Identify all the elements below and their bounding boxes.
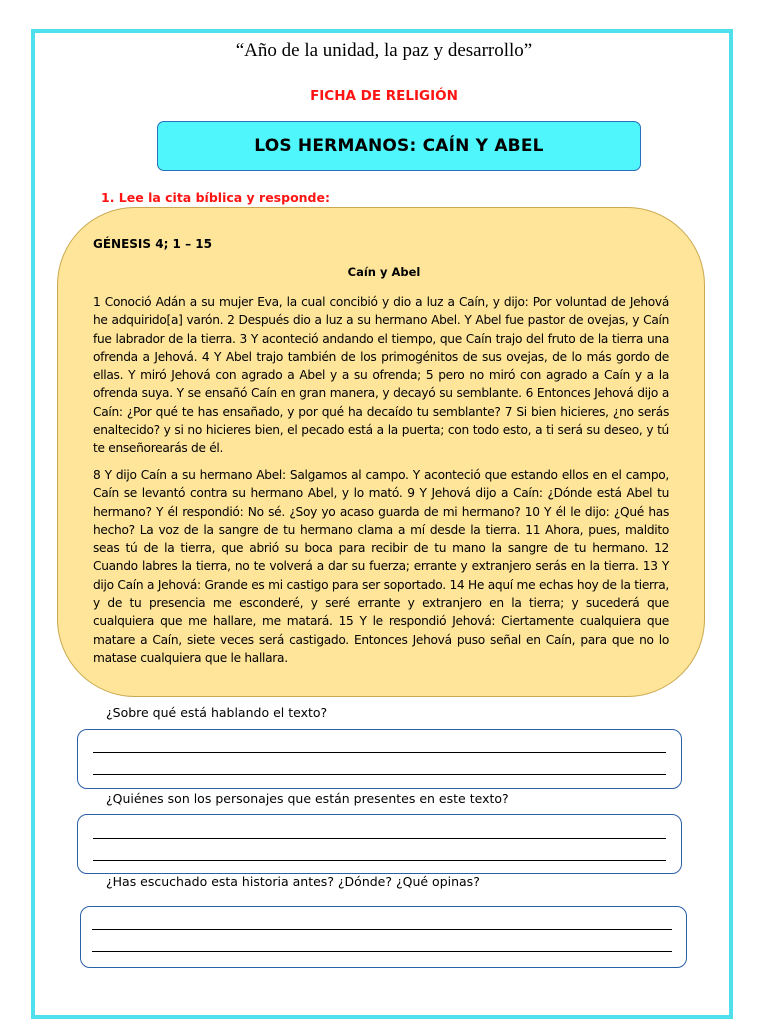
answer-line bbox=[93, 838, 666, 839]
worksheet-label: FICHA DE RELIGIÓN bbox=[310, 88, 458, 104]
scripture-paragraph: 8 Y dijo Caín a su hermano Abel: Salgamos al campo. Y aconteció que estando ellos en el campo, Caín se levantó contra su hermano Abel, y lo mató. 9 Y Jehová dijo a Caín: ¿Dónde está Abel tu hermano? Y él respondió: No sé. ¿Soy yo acaso guarda de mi hermano? 10 Y él le dijo: ¿Qué has hecho? La voz de la sangre de tu hermano clama a mí desde la tierra. 11 Ahora, pues, maldito seas tú de la tierra, que abrió su boca para recibir de tu mano la sangre de tu hermano. 12 Cuando labres la tierra, no te volverá a dar su fuerza; errante y extranjero serás en la tierra. 13 Y dijo Caín a Jehová: Grande es mi castigo para ser soportado. 14 He aquí me echas hoy de la tierra, y de tu presencia me esconderé, y seré errante y extranjero en la tierra; y sucederá que cualquiera que me hallare, me matará. 15 Y le respondió Jehová: Ciertamente cualquiera que matare a Caín, siete veces será castigado. Entonces Jehová puso señal en Caín, para que no lo matase cualquiera que le hallara. bbox=[93, 468, 669, 665]
title-banner bbox=[157, 121, 641, 171]
answer-box-2[interactable] bbox=[77, 814, 682, 874]
scripture-subtitle: Caín y Abel bbox=[347, 265, 421, 279]
question-2: ¿Quiénes son los personajes que están presentes en este texto? bbox=[106, 791, 509, 806]
instruction-heading: 1. Lee la cita bíblica y responde: bbox=[101, 190, 330, 205]
answer-line bbox=[92, 951, 672, 952]
answer-line bbox=[92, 929, 672, 930]
answer-box-3[interactable] bbox=[80, 906, 687, 968]
scripture-paragraph: 1 Conoció Adán a su mujer Eva, la cual concibió y dio a luz a Caín, y dijo: Por voluntad de Jehová he adquirido[a] varón. 2 Después dio a luz a su hermano Abel. Y Abel fue pastor de ovejas, y Caín fue labrador de la tierra. 3 Y aconteció andando el tiempo, que Caín trajo del fruto de la tierra una ofrenda a Jehová. 4 Y Abel trajo también de los primogénitos de sus ovejas, de lo más gordo de ellas. Y miró Jehová con agrado a Abel y a su ofrenda; 5 pero no miró con agrado a Caín y a la ofrenda suya. Y se ensañó Caín en gran manera, y decayó su semblante. 6 Entonces Jehová dijo a Caín: ¿Por qué te has ensañado, y por qué ha decaído tu semblante? 7 Si bien hicieres, ¿no serás enaltecido? y si no hicieres bien, el pecado está a la puerta; con todo esto, a ti será su deseo, y tú te enseñorearás de él. bbox=[93, 295, 669, 456]
question-1: ¿Sobre qué está hablando el texto? bbox=[106, 705, 328, 720]
answer-line bbox=[93, 774, 666, 775]
question-3: ¿Has escuchado esta historia antes? ¿Dónde? ¿Qué opinas? bbox=[106, 874, 480, 889]
answer-line bbox=[93, 860, 666, 861]
answer-line bbox=[93, 752, 666, 753]
year-motto: “Año de la unidad, la paz y desarrollo” bbox=[235, 40, 533, 61]
scripture-reference: GÉNESIS 4; 1 – 15 bbox=[93, 237, 212, 251]
answer-box-1[interactable] bbox=[77, 729, 682, 789]
page-title: LOS HERMANOS: CAÍN Y ABEL bbox=[254, 136, 544, 156]
